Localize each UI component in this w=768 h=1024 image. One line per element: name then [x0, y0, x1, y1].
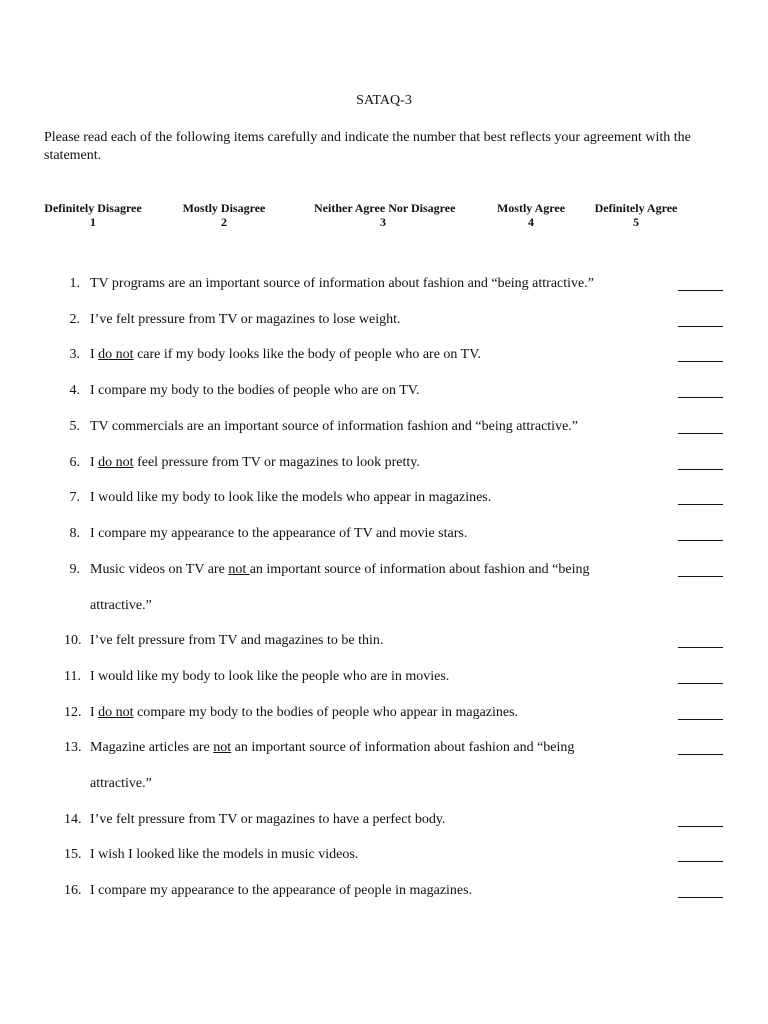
item-text-continuation: attractive.”: [90, 598, 152, 613]
scale-label-text: Definitely Agree: [594, 201, 678, 215]
answer-blank-14[interactable]: [678, 826, 723, 827]
item-number: 14.: [64, 812, 82, 827]
item-text: I compare my appearance to the appearance of people in magazines.: [90, 883, 473, 898]
item-text: I’ve felt pressure from TV and magazines to be thin.: [90, 633, 384, 648]
answer-blank-15[interactable]: [678, 861, 723, 862]
scale-label-4: [494, 201, 568, 229]
scale-number: 2: [221, 215, 227, 229]
scale-number: 4: [528, 215, 534, 229]
item-number: 1.: [69, 276, 80, 291]
scale-label-text: Neither Agree Nor Disagree: [314, 201, 456, 215]
answer-blank-10[interactable]: [678, 647, 723, 648]
scale-number: 3: [380, 215, 386, 229]
item-text: TV commercials are an important source of information fashion and “being attractive.”: [90, 419, 579, 434]
scale-label-text: Mostly Disagree: [182, 201, 266, 215]
item-text: I’ve felt pressure from TV or magazines to have a perfect body.: [90, 812, 446, 827]
item-number: 6.: [69, 455, 80, 470]
item-text: I’ve felt pressure from TV or magazines to lose weight.: [90, 312, 401, 327]
scale-label-2: [178, 201, 270, 229]
answer-blank-1[interactable]: [678, 290, 723, 291]
scale-label-text: Mostly Agree: [496, 201, 566, 215]
item-number: 2.: [69, 312, 80, 327]
scale-label-5: [592, 201, 680, 229]
answer-blank-6[interactable]: [678, 469, 723, 470]
answer-blank-9[interactable]: [678, 576, 723, 577]
answer-blank-2[interactable]: [678, 326, 723, 327]
item-text: I would like my body to look like the people who are in movies.: [90, 669, 450, 684]
item-text: I do not compare my body to the bodies of people who appear in magazines.: [90, 705, 519, 720]
item-number: 12.: [64, 705, 82, 720]
item-number: 16.: [64, 883, 82, 898]
scale-label-text: Definitely Disagree: [44, 201, 142, 215]
answer-blank-8[interactable]: [678, 540, 723, 541]
item-number: 9.: [69, 562, 80, 577]
item-number: 15.: [64, 847, 82, 862]
scale-label-3: [314, 201, 456, 229]
item-text: I wish I looked like the models in music videos.: [90, 847, 359, 862]
scale-number: 1: [90, 215, 96, 229]
answer-blank-16[interactable]: [678, 897, 723, 898]
item-number: 13.: [64, 740, 82, 755]
scale-label-1: [44, 201, 142, 229]
item-text: Magazine articles are not an important source of information about fashion and “being: [90, 740, 575, 755]
answer-blank-7[interactable]: [678, 504, 723, 505]
item-number: 4.: [69, 383, 80, 398]
scale-number: 5: [633, 215, 639, 229]
item-number: 10.: [64, 633, 82, 648]
answer-blank-4[interactable]: [678, 397, 723, 398]
item-text: I do not care if my body looks like the body of people who are on TV.: [90, 347, 482, 362]
answer-blank-3[interactable]: [678, 361, 723, 362]
instructions: Please read each of the following items carefully and indicate the number that best reflects your agreement with the statement.: [44, 130, 691, 163]
answer-blank-11[interactable]: [678, 683, 723, 684]
item-text: I compare my appearance to the appearance of TV and movie stars.: [90, 526, 468, 541]
item-text: I compare my body to the bodies of people who are on TV.: [90, 383, 420, 398]
item-number: 5.: [69, 419, 80, 434]
item-text: I do not feel pressure from TV or magazines to look pretty.: [90, 455, 420, 470]
answer-blank-5[interactable]: [678, 433, 723, 434]
item-number: 3.: [69, 347, 80, 362]
item-text: I would like my body to look like the models who appear in magazines.: [90, 490, 492, 505]
answer-blank-13[interactable]: [678, 754, 723, 755]
item-number: 7.: [69, 490, 80, 505]
item-text-continuation: attractive.”: [90, 776, 152, 791]
item-number: 8.: [69, 526, 80, 541]
item-text: Music videos on TV are not an important source of information about fashion and “being: [90, 562, 590, 577]
item-number: 11.: [64, 669, 81, 684]
item-text: TV programs are an important source of information about fashion and “being attractive.”: [90, 276, 594, 291]
page-title: SATAQ-3: [356, 93, 412, 108]
answer-blank-12[interactable]: [678, 719, 723, 720]
